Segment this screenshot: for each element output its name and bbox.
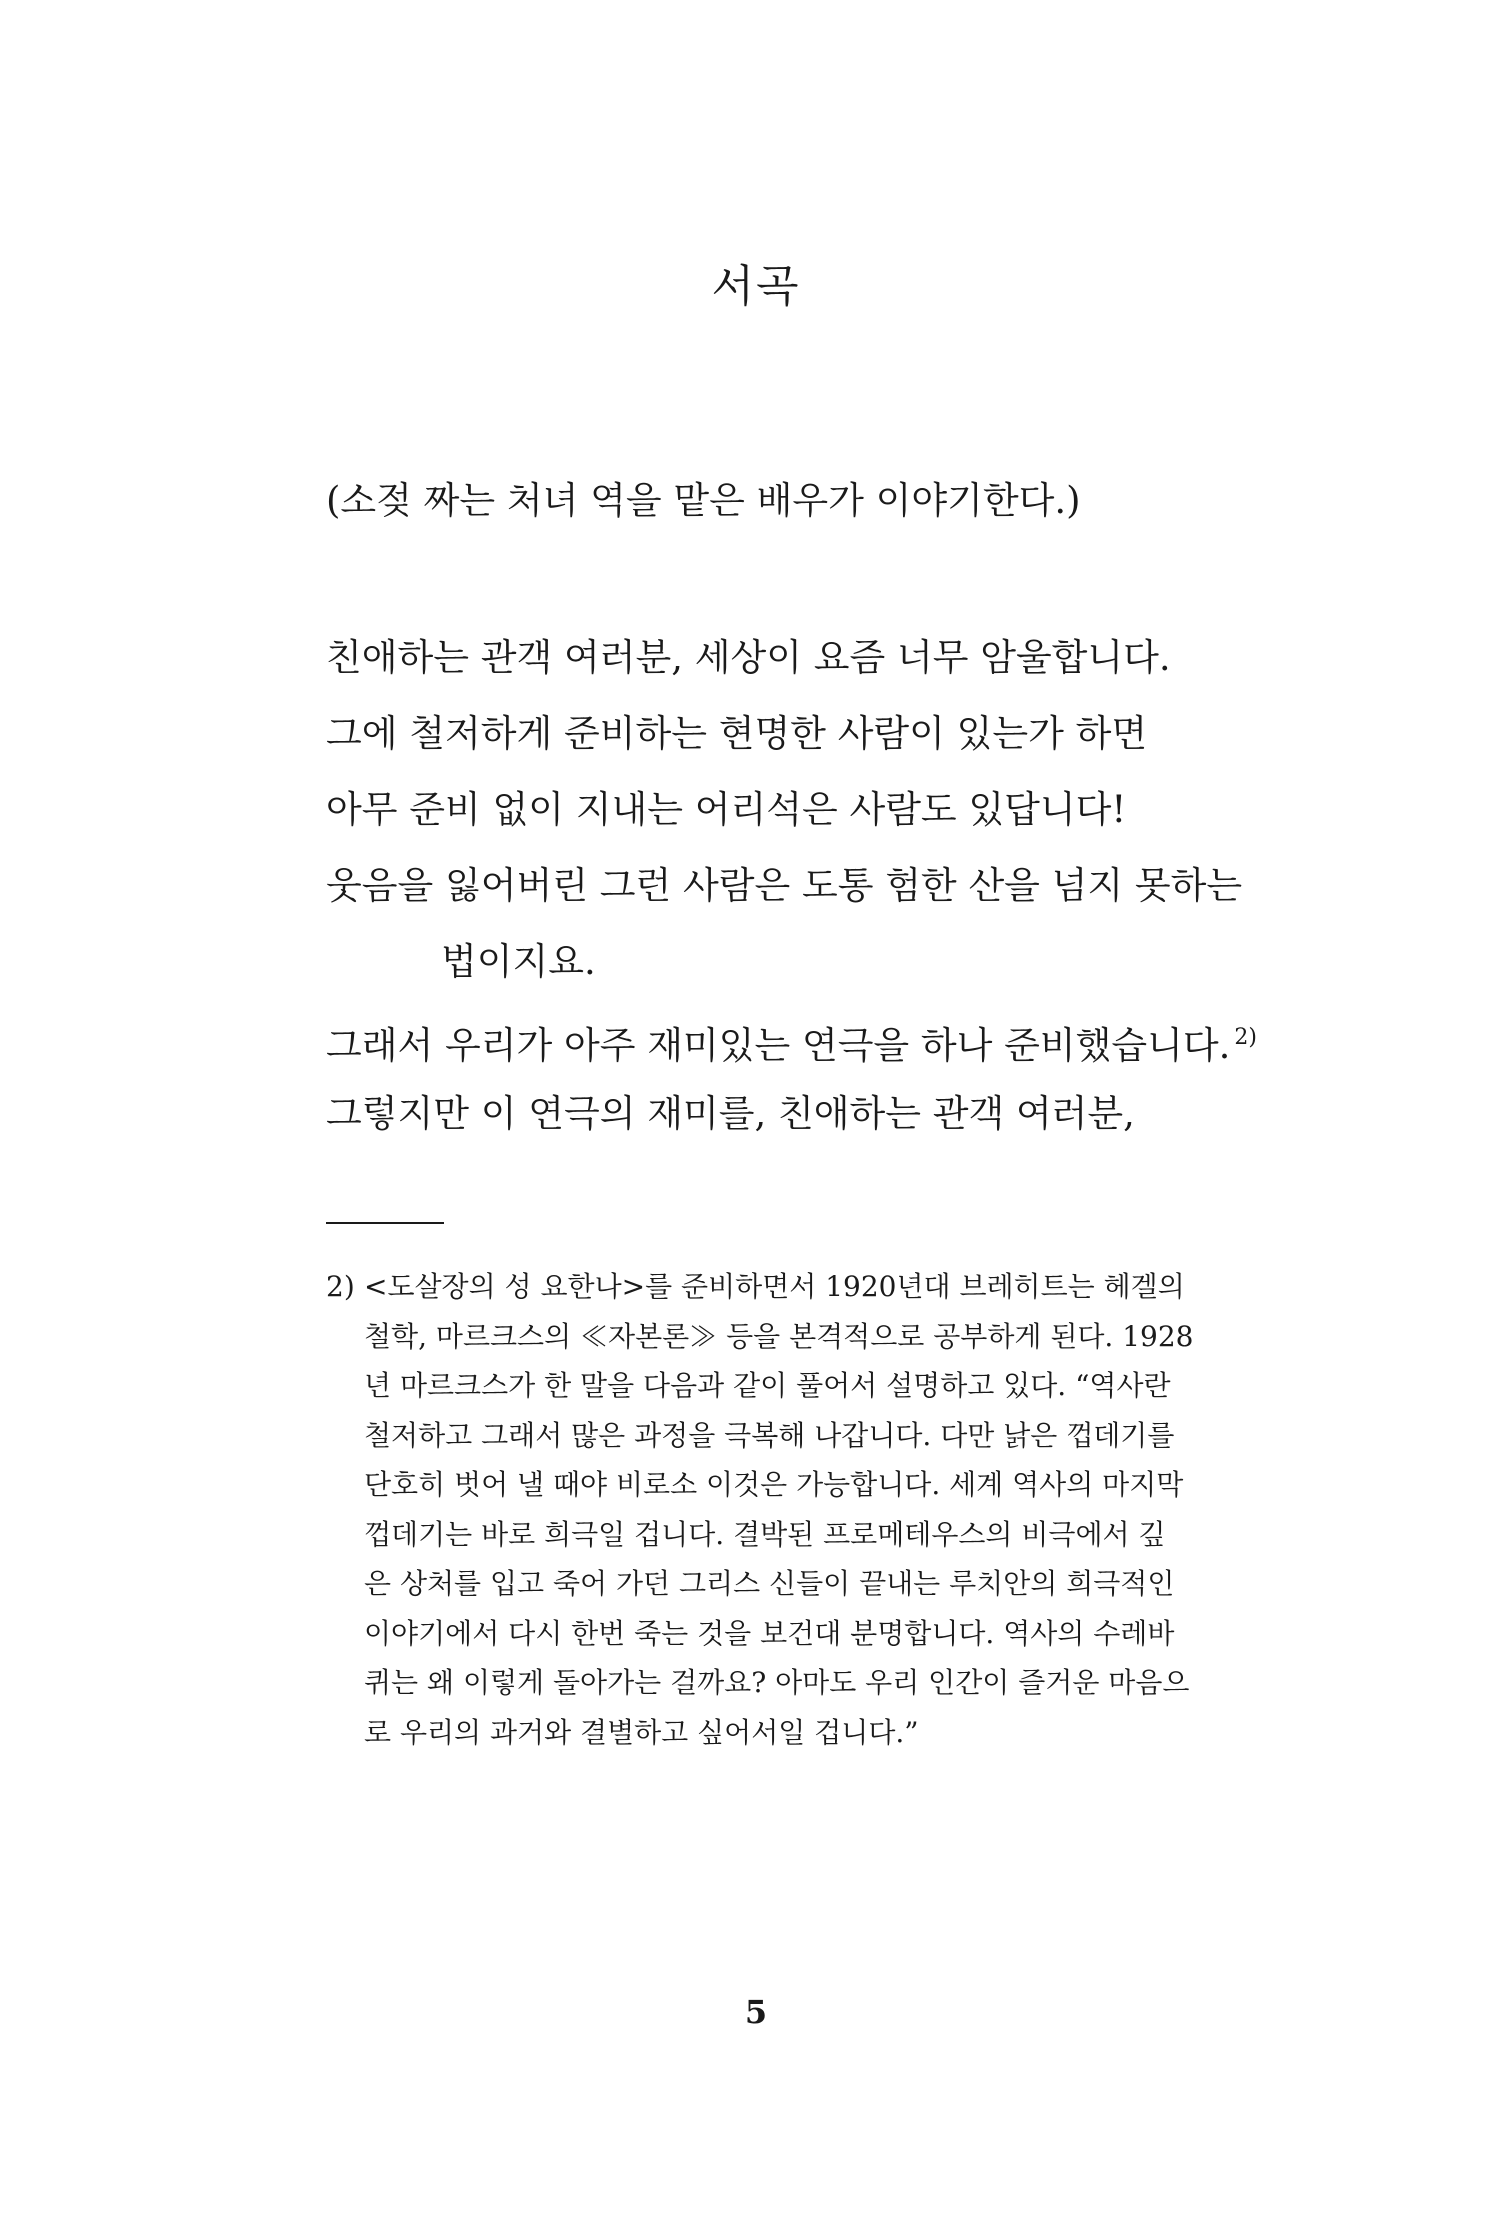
footnote-line: 로 우리의 과거와 결별하고 싶어서일 겁니다.” <box>364 1715 919 1749</box>
footnote-line: 철저하고 그래서 많은 과정을 극복해 나갑니다. 다만 낡은 껍데기를 <box>364 1418 1175 1452</box>
footnote-reference[interactable]: 2) <box>1234 1025 1257 1050</box>
footnote-line: 은 상처를 입고 죽어 가던 그리스 신들이 끝내는 루치안의 희극적인 <box>364 1567 1175 1600</box>
verse-line-with-footnote <box>326 1000 1276 1076</box>
verse-line: 웃음을 잃어버린 그런 사람은 도통 험한 산을 넘지 못하는 <box>326 864 1243 907</box>
verse-line: 아무 준비 없이 지내는 어리석은 사람도 있답니다! <box>326 788 1127 831</box>
footnote <box>326 1262 1276 1757</box>
footnote-line: 이야기에서 다시 한번 죽는 것을 보건대 분명합니다. 역사의 수레바 <box>364 1616 1175 1650</box>
footnote-line: 껍데기는 바로 희극일 겁니다. 결박된 프로메테우스의 비극에서 깊 <box>364 1517 1166 1551</box>
footnote-line: 단호히 벗어 낼 때야 비로소 이것은 가능합니다. 세계 역사의 마지막 <box>364 1468 1184 1501</box>
verse-line: 친애하는 관객 여러분, 세상이 요즘 너무 암울합니다. <box>326 636 1171 679</box>
footnote-line: 년 마르크스가 한 말을 다음과 같이 풀어서 설명하고 있다. “역사란 <box>364 1369 1171 1402</box>
verse-line: 그에 철저하게 준비하는 현명한 사람이 있는가 하면 <box>326 712 1148 755</box>
chapter-title: 서곡 <box>711 261 801 312</box>
footnote-separator <box>326 1222 444 1224</box>
page-number: 5 <box>744 1993 768 2031</box>
footnote-line: <도살장의 성 요한나>를 준비하면서 1920년대 브레히트는 헤겔의 <box>364 1270 1185 1303</box>
footnote-line: 철학, 마르크스의 ≪자본론≫ 등을 본격적으로 공부하게 된다. 1928 <box>364 1319 1194 1353</box>
verse-line-continuation: 법이지요. <box>441 940 596 983</box>
footnote-line: 퀴는 왜 이렇게 돌아가는 걸까요? 아마도 우리 인간이 즐거운 마음으 <box>364 1666 1190 1699</box>
footnote-first-line <box>326 1262 1276 1312</box>
footnote-marker: 2) <box>326 1270 355 1303</box>
verse-line-text: 그래서 우리가 아주 재미있는 연극을 하나 준비했습니다. <box>326 1024 1231 1067</box>
verse-block <box>326 620 1276 1152</box>
verse-line: 그렇지만 이 연극의 재미를, 친애하는 관객 여러분, <box>326 1092 1135 1135</box>
stage-direction: (소젖 짜는 처녀 역을 맡은 배우가 이야기한다.) <box>326 479 1081 522</box>
